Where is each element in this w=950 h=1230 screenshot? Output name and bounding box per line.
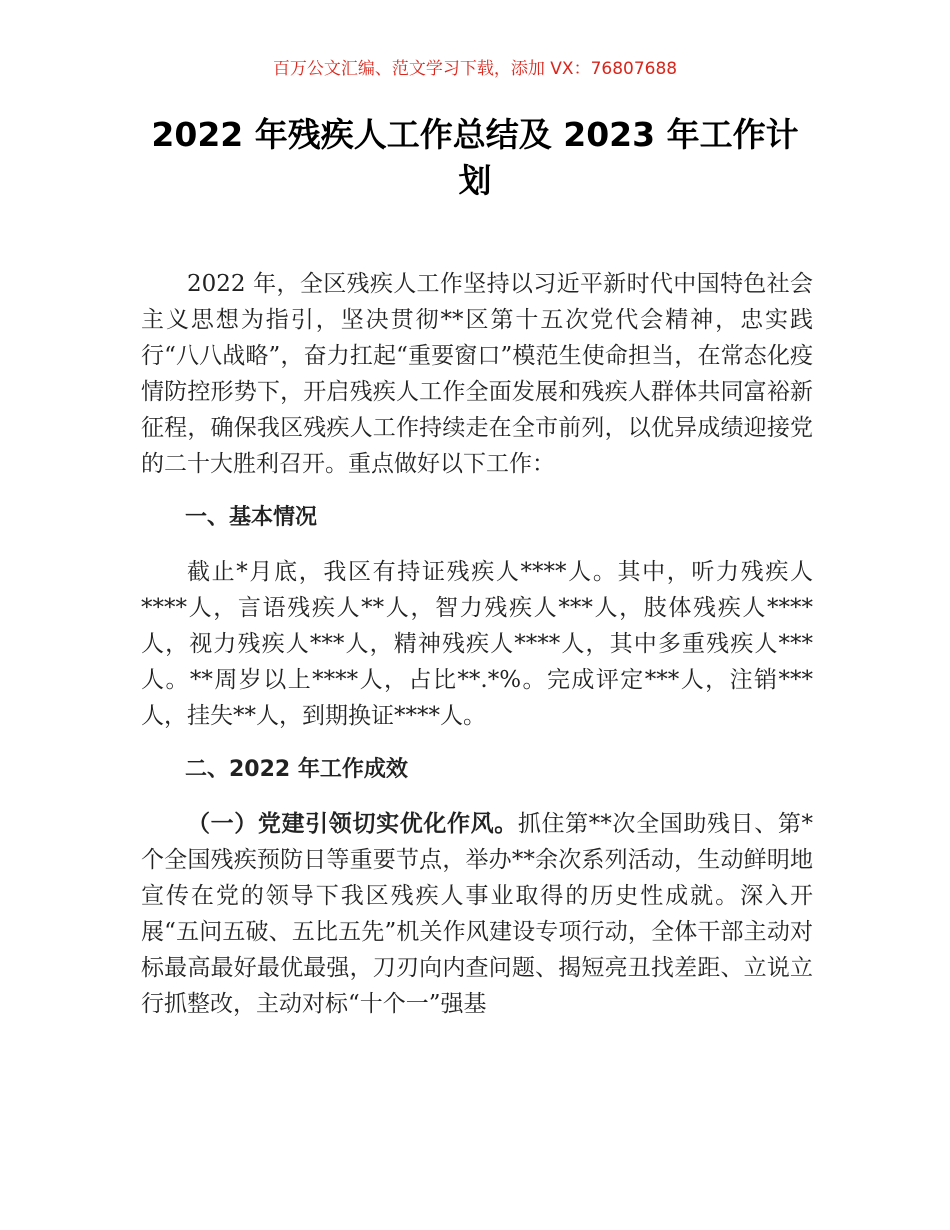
basic-situation-paragraph: 截止*月底，我区有持证残疾人****人。其中，听力残疾人****人，言语残疾人**人，智力残疾人***人，肢体残疾人****人，视力残疾人***人，精神残疾人****人，其中多重残疾人***人。**周岁以上****人，占比**.*%。完成评定***人，注销***人，挂失**人，到期换证****人。: [141, 559, 813, 729]
document-body: [141, 266, 813, 1040]
document-title: 2022 年残疾人工作总结及 2023 年工作计划: [151, 115, 799, 200]
subsection-lead: （一）党建引领切实优化作风。: [187, 811, 518, 837]
intro-paragraph: 2022 年，全区残疾人工作坚持以习近平新时代中国特色社会主义思想为指引，坚决贯彻**区第十五次党代会精神，忠实践行“八八战略”，奋力扛起“重要窗口”模范生使命担当，在常态化疫情防控形势下，开启残疾人工作全面发展和残疾人群体共同富裕新征程，确保我区残疾人工作持续走在全市前列，以优异成绩迎接党的二十大胜利召开。重点做好以下工作：: [141, 271, 813, 477]
section-heading-achievements: 二、2022 年工作成效: [185, 757, 408, 782]
subsection-body: 抓住第**次全国助残日、第*个全国残疾预防日等重要节点，举办**余次系列活动，生动鲜明地宣传在党的领导下我区残疾人事业取得的历史性成就。深入开展“五问五破、五比五先”机关作风建设专项行动，全体干部主动对标最高最好最优最强，刀刃向内查问题、揭短亮丑找差距、立说立行抓整改，主动对标“十个一”强基: [141, 811, 814, 1017]
achievement-paragraph-1: [141, 806, 813, 1022]
promo-banner: 百万公文汇编、范文学习下载，添加 VX：76807688: [272, 59, 678, 79]
section-heading-basic-situation: 一、基本情况: [185, 505, 318, 530]
